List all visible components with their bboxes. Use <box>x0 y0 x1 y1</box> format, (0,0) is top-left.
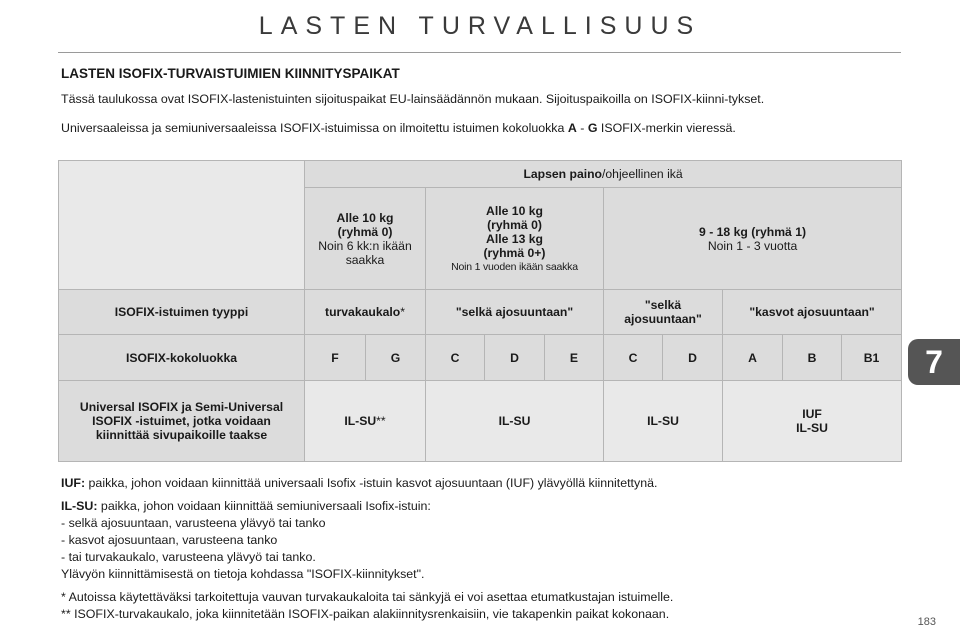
section-heading: LASTEN ISOFIX-TURVAISTUIMIEN KIINNITYSPAIKAT <box>61 66 400 81</box>
note-iuf-label: IUF: <box>61 476 86 490</box>
notes-block <box>61 475 911 623</box>
group-0plus-age: Noin 1 vuoden ikään saakka <box>451 260 578 273</box>
group-0plus-line3: Alle 13 kg <box>486 231 543 246</box>
intro2-dash: - <box>576 121 588 135</box>
type-cot-mark: * <box>400 305 405 319</box>
value-rear-2: IL-SU <box>604 381 723 462</box>
group-0plus-cell <box>426 188 604 290</box>
type-cot <box>305 290 426 335</box>
class-g: G <box>587 121 598 135</box>
footnote-double-star: ** ISOFIX-turvakaukalo, joka kiinnitetään ISOFIX-paikan alakiinnitysrenkaisiin, vie takapenkin paikat kokonaan. <box>61 607 670 621</box>
type-cot-text: turvakaukalo <box>325 305 401 319</box>
group-0plus-line4: (ryhmä 0+) <box>483 245 546 260</box>
class-cell: E <box>545 335 604 381</box>
group-1-title: 9 - 18 kg (ryhmä 1) <box>699 224 807 239</box>
class-cell: D <box>485 335 545 381</box>
value-forward-iuf: IUF <box>802 407 822 421</box>
type-rear-2: "selkä ajosuuntaan" <box>604 290 723 335</box>
group-1-age: Noin 1 - 3 vuotta <box>707 238 798 253</box>
title-divider <box>58 52 901 53</box>
class-cell: B1 <box>842 335 902 381</box>
intro2-post: ISOFIX-merkin vieressä. <box>597 121 736 135</box>
value-cot-text: IL-SU <box>344 414 377 428</box>
value-cot-mark: ** <box>376 414 386 428</box>
size-class-paragraph <box>61 122 903 135</box>
note-bullet: - tai turvakaukalo, varusteena ylävyö tai tanko. <box>61 550 316 564</box>
class-label: ISOFIX-kokoluokka <box>59 335 305 381</box>
class-cell: F <box>305 335 366 381</box>
group-0-age: Noin 6 kk:n ikään saakka <box>318 238 412 267</box>
class-a: A <box>567 121 577 135</box>
intro2-pre: Universaaleissa ja semiuniversaaleissa ISOFIX-istuimissa on ilmoitettu istuimen kokoluokka <box>61 121 568 135</box>
empty-corner-cell <box>59 161 305 290</box>
group-1-cell <box>604 188 902 290</box>
footnote-single-star: * Autoissa käytettäväksi tarkoitettuja vauvan turvakaukaloita tai sänkyjä ei voi asettaa etumatkustajan istuimelle. <box>61 590 674 604</box>
note-iuf-text: paikka, johon voidaan kiinnittää universaali Isofix -istuin kasvot ajosuuntaan (IUF) ylävyöllä kiinnitettynä. <box>85 476 658 490</box>
group-0plus-line1: Alle 10 kg <box>486 203 543 218</box>
page-number: 183 <box>917 616 936 628</box>
class-cell: A <box>723 335 783 381</box>
class-cell: G <box>366 335 426 381</box>
value-cot <box>305 381 426 462</box>
group-0-title1: Alle 10 kg <box>336 210 394 225</box>
note-ilsu <box>61 498 911 515</box>
chapter-tab: 7 <box>908 339 960 385</box>
class-cell: C <box>604 335 663 381</box>
value-forward <box>723 381 902 462</box>
value-rear: IL-SU <box>426 381 604 462</box>
value-forward-ilsu: IL-SU <box>796 421 828 435</box>
group-0-cell <box>305 188 426 290</box>
note-more-info: Ylävyön kiinnittämisestä on tietoja kohdassa "ISOFIX-kiinnitykset". <box>61 567 425 581</box>
note-ilsu-label: IL-SU: <box>61 499 98 513</box>
weight-header-rest: /ohjeellinen ikä <box>602 167 683 181</box>
weight-header-bold: Lapsen paino <box>523 167 603 181</box>
note-bullet: - selkä ajosuuntaan, varusteena ylävyö tai tanko <box>61 516 326 530</box>
type-rear: "selkä ajosuuntaan" <box>426 290 604 335</box>
class-cell: B <box>783 335 842 381</box>
universal-label: Universal ISOFIX ja Semi-Universal ISOFIX -istuimet, jotka voidaan kiinnittää sivupaikoille taakse <box>59 381 305 462</box>
weight-header <box>305 161 902 188</box>
group-0plus-line2: (ryhmä 0) <box>487 217 542 232</box>
note-ilsu-text: paikka, johon voidaan kiinnittää semiuniversaali Isofix-istuin: <box>97 499 431 513</box>
intro-paragraph: Tässä taulukossa ovat ISOFIX-lastenistuinten sijoituspaikat EU-lainsäädännön mukaan. Sijoituspaikoilla on ISOFIX-kiinni-tykset. <box>61 92 765 106</box>
type-forward: "kasvot ajosuuntaan" <box>723 290 902 335</box>
class-cell: C <box>426 335 485 381</box>
class-cell: D <box>663 335 723 381</box>
group-0-title2: (ryhmä 0) <box>337 224 393 239</box>
page-title: LASTEN TURVALLISUUS <box>258 12 702 40</box>
type-label: ISOFIX-istuimen tyyppi <box>59 290 305 335</box>
isofix-table <box>58 160 902 462</box>
note-bullet: - kasvot ajosuuntaan, varusteena tanko <box>61 533 278 547</box>
note-iuf <box>61 475 911 492</box>
